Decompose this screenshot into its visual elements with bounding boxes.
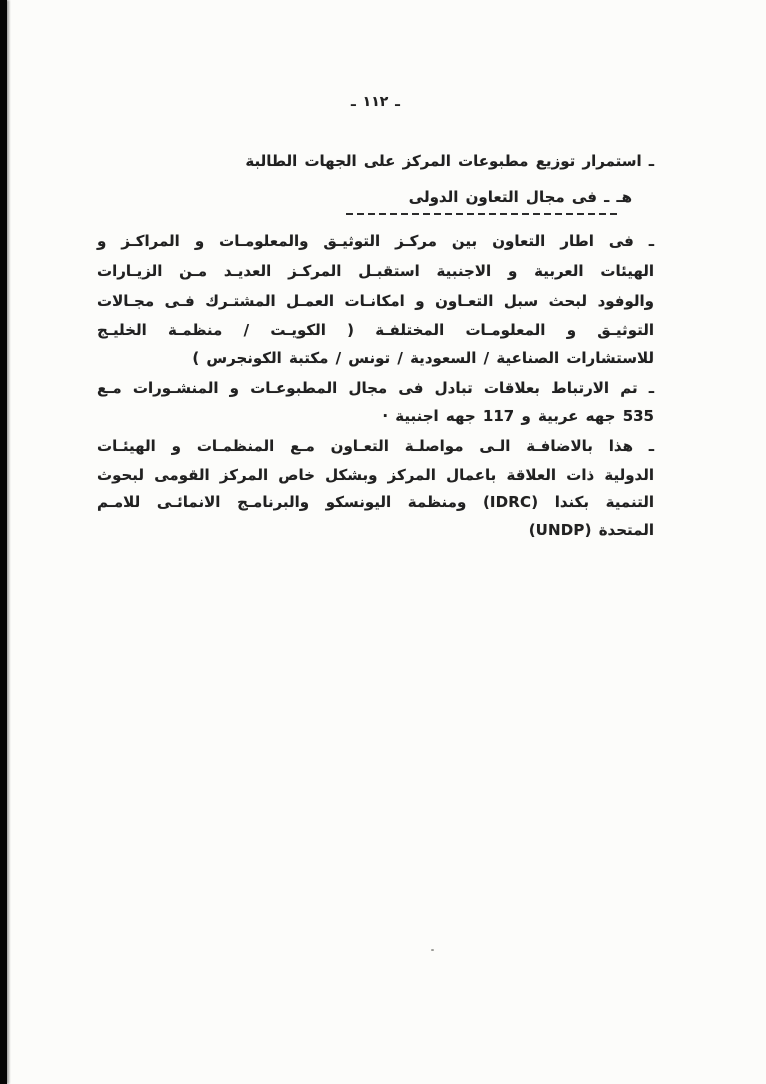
para-organizations-line-1: ـ هذا بالاضافـة الـى مواصلـة التعـاون مـع المنظمـات و الهيئـات	[97, 437, 654, 455]
para-organizations-line-4: المتحدة (UNDP)	[528, 521, 654, 539]
para-exchange-line-1: ـ تم الارتباط بعلاقات تبادل فى مجال المطبوعـات و المنشـورات مـع	[97, 379, 654, 397]
bullet-item-distribution: ـ استمرار توزيع مطبوعات المركز على الجهات الطالبة	[245, 152, 654, 170]
section-heading: هـ ـ فى مجال التعاون الدولى	[408, 188, 632, 206]
para-cooperation-line-1: ـ فى اطار التعاون بين مركـز التوثيـق والمعلومـات و المراكـز و	[97, 232, 654, 250]
page-number: ـ ١١٢ ـ	[351, 94, 400, 110]
para-organizations-line-3: التنمية بكندا (IDRC) ومنظمة اليونسكو والبرنامـج الانمائـى للامـم	[97, 493, 654, 511]
scan-speck	[431, 949, 434, 951]
para-organizations-line-2: الدولية ذات العلاقة باعمال المركز وبشكل خاص المركز القومى لبحوث	[97, 466, 654, 484]
scan-edge-strip	[0, 0, 7, 1084]
para-cooperation-line-4: التوثيـق و المعلومـات المختلفـة ( الكويـت / منظمـة الخليـج	[97, 321, 654, 339]
para-exchange-line-2: 535 جهه عربية و 117 جهه اجنبية ·	[382, 407, 654, 425]
heading-underline	[346, 213, 620, 215]
para-cooperation-line-2: الهيئات العربية و الاجنبية استقبـل المركـز العديـد مـن الزيـارات	[97, 262, 654, 280]
para-cooperation-line-3: والوفود لبحث سبل التعـاون و امكانـات العمـل المشتـرك فـى مجـالات	[97, 292, 654, 310]
para-cooperation-line-5: للاستشارات الصناعية / السعودية / تونس / مكتبة الكونجرس )	[192, 349, 654, 367]
